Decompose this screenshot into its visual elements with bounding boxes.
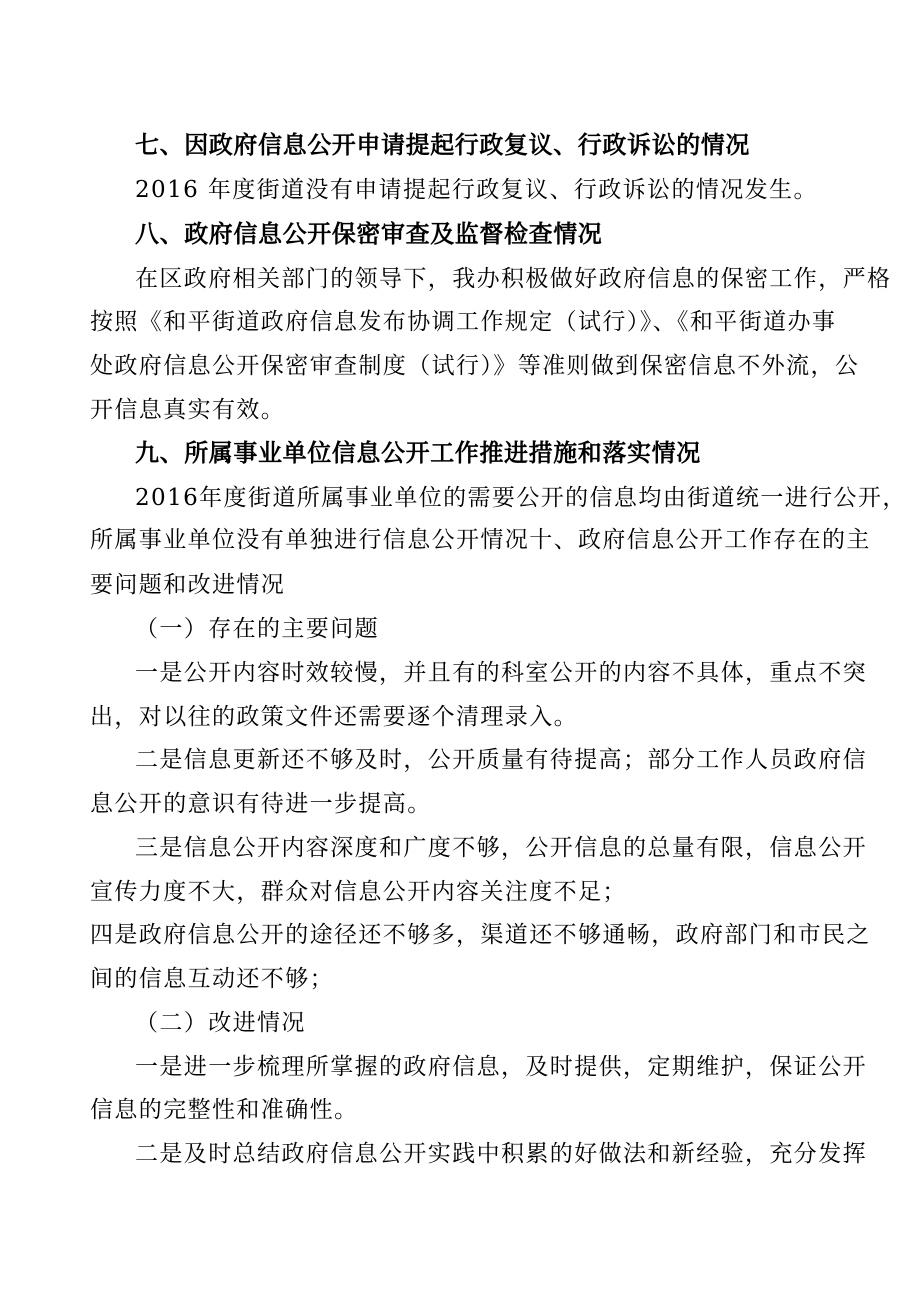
- section-9-paragraph-line: 2016年度街道所属事业单位的需要公开的信息均由街道统一进行公开，: [135, 485, 907, 511]
- improvements-subheading: （二）改进情况: [135, 1010, 306, 1036]
- section-7-heading: 七、因政府信息公开申请提起行政复议、行政诉讼的情况: [135, 131, 750, 159]
- section-9-paragraph-line: 要问题和改进情况: [90, 572, 286, 598]
- section-8-heading: 八、政府信息公开保密审查及监督检查情况: [135, 220, 603, 248]
- improvement-item-line: 信息的完整性和准确性。: [90, 1097, 359, 1123]
- improvement-item-line: 二是及时总结政府信息公开实践中积累的好做法和新经验，充分发挥: [135, 1141, 867, 1167]
- section-7-paragraph: 2016 年度街道没有申请提起行政复议、行政诉讼的情况发生。: [135, 177, 818, 203]
- problem-item-line: 一是公开内容时效较慢，并且有的科室公开的内容不具体，重点不突: [135, 660, 867, 686]
- problem-item-line: 四是政府信息公开的途径还不够多，渠道还不够通畅，政府部门和市民之: [90, 922, 871, 948]
- section-9-paragraph-line: 所属事业单位没有单独进行信息公开情况十、政府信息公开工作存在的主: [90, 527, 871, 553]
- section-8-paragraph-line: 处政府信息公开保密审查制度（试行）》等准则做到保密信息不外流，公: [90, 353, 860, 379]
- problem-item-line: 间的信息互动还不够；: [90, 966, 334, 992]
- section-8-paragraph-line: 在区政府相关部门的领导下，我办积极做好政府信息的保密工作，严格: [135, 266, 892, 292]
- problem-item-line: 三是信息公开内容深度和广度不够，公开信息的总量有限，信息公开: [135, 835, 867, 861]
- section-8-paragraph-line: 开信息真实有效。: [90, 397, 286, 423]
- problems-subheading: （一）存在的主要问题: [135, 616, 379, 642]
- problem-item-line: 宣传力度不大，群众对信息公开内容关注度不足；: [90, 879, 627, 905]
- problem-item-line: 出，对以往的政策文件还需要逐个清理录入。: [90, 704, 578, 730]
- section-8-paragraph-line: 按照《和平街道政府信息发布协调工作规定（试行）》、《和平街道办事: [90, 309, 837, 335]
- problem-item-line: 二是信息更新还不够及时，公开质量有待提高；部分工作人员政府信: [135, 747, 867, 773]
- problem-item-line: 息公开的意识有待进一步提高。: [90, 791, 432, 817]
- improvement-item-line: 一是进一步梳理所掌握的政府信息，及时提供，定期维护，保证公开: [135, 1054, 867, 1080]
- section-9-heading: 九、所属事业单位信息公开工作推进措施和落实情况: [135, 439, 701, 467]
